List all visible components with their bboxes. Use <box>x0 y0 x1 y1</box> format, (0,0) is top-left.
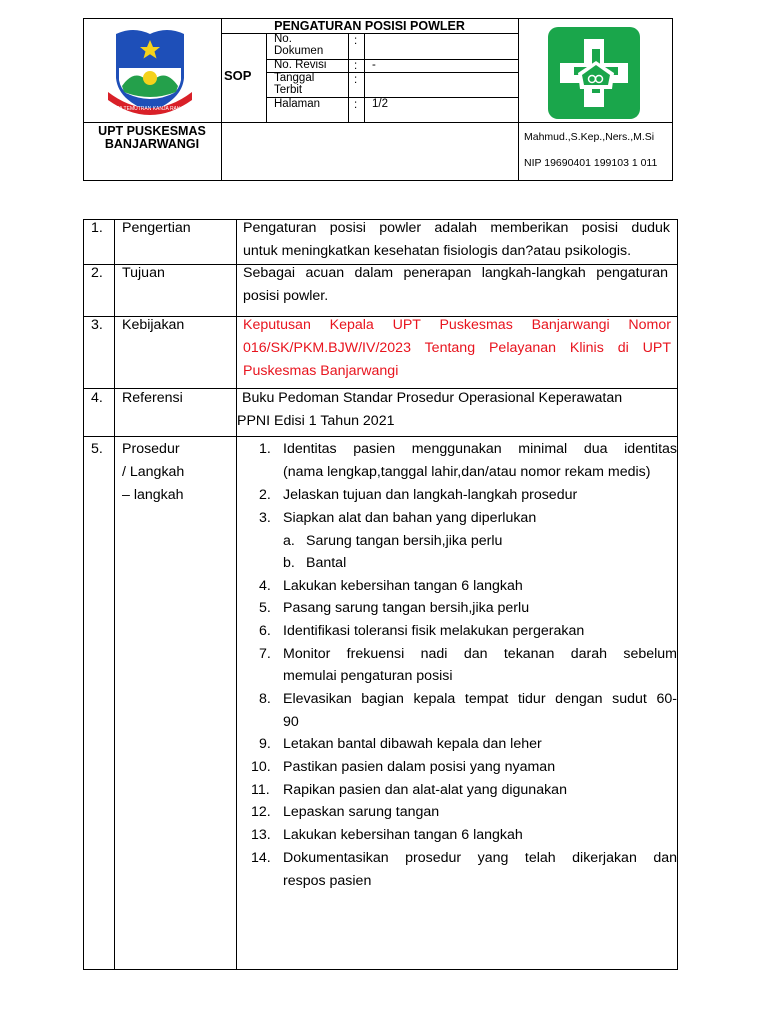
step-number: 6. <box>259 623 271 639</box>
step-number: 14. <box>251 850 271 866</box>
step-text: Letakan bantal dibawah kepala dan leher <box>283 736 542 752</box>
section-1-title: Pengertian <box>122 220 191 236</box>
field-label-tanggal-terbit: Tanggal Terbit <box>274 72 315 96</box>
emblem-motto: SUTA TEMUTRAN KANJA RAHAYU <box>109 106 191 112</box>
step-text: Identifikasi toleransi fisik melakukan pergerakan <box>283 623 585 639</box>
section-3-line-1: Keputusan Kepala UPT Puskesmas Banjarwangi Nomor <box>243 317 671 333</box>
step-text: Elevasikan bagian kepala tempat tidur dengan sudut 60- <box>283 691 677 707</box>
step-text: Pasang sarung tangan bersih,jika perlu <box>283 600 530 616</box>
section-2-title: Tujuan <box>122 265 165 281</box>
section-5-title-line-1: Prosedur <box>122 441 180 457</box>
section-5-number: 5. <box>91 441 103 457</box>
sop-label: SOP <box>224 68 252 83</box>
field-sep-tanggal-terbit: : <box>354 74 358 86</box>
step-number: 1. <box>259 441 271 457</box>
step-number: 7. <box>259 646 271 662</box>
section-3-number: 3. <box>91 317 103 333</box>
section-5-title-line-3: – langkah <box>122 487 184 503</box>
step-number: 4. <box>259 578 271 594</box>
field-value-no-revisi: - <box>372 59 376 71</box>
step-number: 2. <box>259 487 271 503</box>
section-5-title-line-2: / Langkah <box>122 464 185 480</box>
step-number: 8. <box>259 691 271 707</box>
step-text: Rapikan pasien dan alat-alat yang digunakan <box>283 782 567 798</box>
step-text: respos pasien <box>283 873 372 889</box>
puskesmas-logo <box>548 27 640 119</box>
step-number: 11. <box>251 782 270 798</box>
field-label-halaman: Halaman <box>274 98 321 110</box>
section-4-line-1: Buku Pedoman Standar Prosedur Operasional Keperawatan <box>242 390 623 406</box>
step-text: Dokumentasikan prosedur yang telah dikerjakan dan <box>283 850 677 866</box>
substep-letter: b. <box>283 555 295 571</box>
section-1-number: 1. <box>91 220 103 236</box>
step-text: Jelaskan tujuan dan langkah-langkah prosedur <box>283 487 578 503</box>
section-4-number: 4. <box>91 390 103 406</box>
step-number: 13. <box>251 827 271 843</box>
substep-letter: a. <box>283 533 295 549</box>
section-2-line-1: Sebagai acuan dalam penerapan langkah-langkah pengaturan <box>243 265 668 281</box>
step-text: Pastikan pasien dalam posisi yang nyaman <box>283 759 556 775</box>
field-sep-no-revisi: : <box>354 60 358 72</box>
section-3-line-2: 016/SK/PKM.BJW/IV/2023 Tentang Pelayanan Klinis di UPT <box>243 340 671 356</box>
field-label-no-dokumen: No. Dokumen <box>274 33 324 57</box>
org-name-line2: BANJARWANGI <box>104 137 200 151</box>
step-number: 3. <box>259 510 271 526</box>
section-3-line-3: Puskesmas Banjarwangi <box>243 363 399 379</box>
section-4-title: Referensi <box>122 390 183 406</box>
section-1-line-1: Pengaturan posisi powler adalah memberikan posisi duduk <box>243 220 670 236</box>
org-name-line1: UPT PUSKESMAS <box>98 124 206 138</box>
step-text: Lakukan kebersihan tangan 6 langkah <box>283 578 523 594</box>
signer-name: Mahmud.,S.Kep.,Ners.,M.Si <box>524 131 655 143</box>
step-text: memulai pengaturan posisi <box>283 668 453 684</box>
document-title: PENGATURAN POSISI POWLER <box>274 19 465 33</box>
section-3-title: Kebijakan <box>122 317 185 333</box>
section-4-line-2: PPNI Edisi 1 Tahun 2021 <box>237 413 395 429</box>
field-sep-halaman: : <box>354 99 358 111</box>
step-text: Identitas pasien menggunakan minimal dua identitas <box>283 441 677 457</box>
substep-text: Bantal <box>306 555 347 571</box>
step-text: Siapkan alat dan bahan yang diperlukan <box>283 510 537 526</box>
step-number: 10. <box>251 759 271 775</box>
field-value-halaman: 1/2 <box>372 98 388 110</box>
step-number: 5. <box>259 600 271 616</box>
regency-emblem <box>100 26 200 120</box>
section-2-line-2: posisi powler. <box>243 288 329 304</box>
section-1-line-2: untuk meningkatkan kesehatan fisiologis dan?atau psikologis. <box>243 243 632 259</box>
step-text: Lakukan kebersihan tangan 6 langkah <box>283 827 523 843</box>
field-sep-no-dokumen: : <box>354 35 358 47</box>
step-text: (nama lengkap,tanggal lahir,dan/atau nomor rekam medis) <box>283 464 651 480</box>
step-number: 12. <box>251 804 271 820</box>
step-text: Lepaskan sarung tangan <box>283 804 440 820</box>
step-number: 9. <box>259 736 271 752</box>
field-label-no-revisi: No. Revisi <box>274 59 327 71</box>
section-2-number: 2. <box>91 265 103 281</box>
substep-text: Sarung tangan bersih,jika perlu <box>306 533 503 549</box>
signer-nip: NIP 19690401 199103 1 011 <box>524 157 658 169</box>
step-text: 90 <box>283 714 299 730</box>
step-text: Monitor frekuensi nadi dan tekanan darah sebelum <box>283 646 677 662</box>
